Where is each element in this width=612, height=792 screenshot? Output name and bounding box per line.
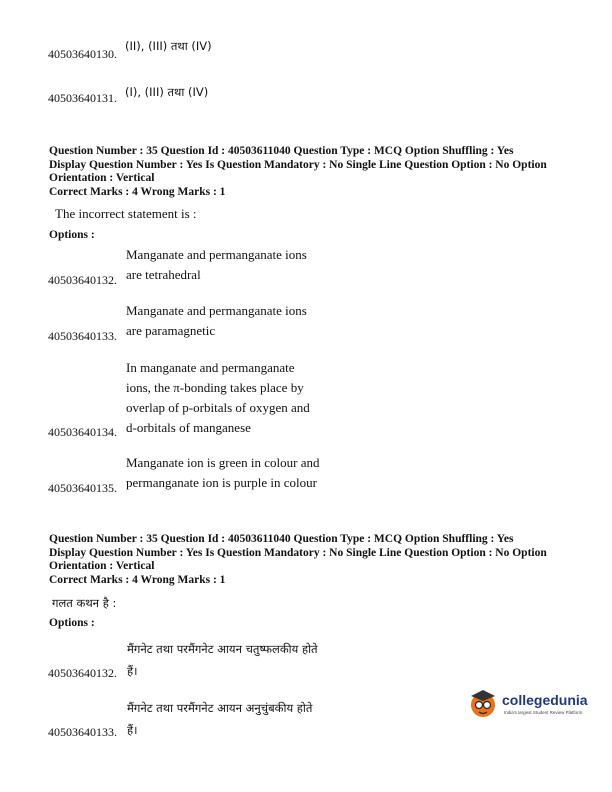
option-text-132-hi	[127, 638, 318, 682]
option-line: permanganate ion is purple in colour	[126, 475, 317, 490]
logo-name: collegedunia	[502, 692, 588, 708]
option-text-133-hi	[127, 697, 312, 741]
question-statement-en: The incorrect statement is :	[55, 206, 197, 221]
question-meta-en	[49, 145, 589, 199]
option-text: (II), (III) तथा (IV)	[125, 39, 212, 53]
option-line: हैं।	[127, 664, 138, 678]
option-id: 40503640130.	[48, 47, 117, 61]
option-line: Manganate ion is green in colour and	[126, 455, 320, 470]
option-line: Manganate and permanganate ions	[126, 247, 307, 262]
meta-line: Orientation : Vertical	[49, 560, 155, 572]
meta-line: Display Question Number : Yes Is Question Mandatory : No Single Line Question Option : No Option	[49, 158, 547, 171]
meta-line: Orientation : Vertical	[49, 172, 155, 184]
option-line: In manganate and permanganate	[126, 360, 295, 375]
options-label-hi: Options :	[49, 617, 95, 629]
option-line: मैंगनेट तथा परमैंगनेट आयन अनुचुंबकीय होते	[127, 701, 313, 715]
option-row-130	[48, 39, 212, 63]
option-line: मैंगनेट तथा परमैंगनेट आयन चतुष्फलकीय होते	[127, 642, 318, 656]
option-text-132-en	[126, 245, 307, 285]
option-id-132-en: 40503640132.	[48, 273, 117, 287]
question-meta-hi	[49, 533, 589, 587]
option-id: 40503640131.	[48, 91, 117, 105]
collegedunia-logo	[468, 688, 588, 722]
option-text-135-en	[126, 453, 320, 493]
option-line: overlap of p-orbitals of oxygen and	[126, 400, 310, 415]
meta-line: Display Question Number : Yes Is Question Mandatory : No Single Line Question Option : No Option	[49, 546, 547, 559]
option-line: Manganate and permanganate ions	[126, 303, 307, 318]
option-line: are tetrahedral	[126, 267, 201, 282]
option-line: are paramagnetic	[126, 323, 216, 338]
meta-line: Correct Marks : 4 Wrong Marks : 1	[49, 185, 226, 198]
options-label-en: Options :	[49, 229, 95, 241]
option-line: ions, the π-bonding takes place by	[126, 380, 304, 395]
logo-tagline: India's largest Student Review Platform	[504, 710, 583, 715]
option-text-133-en	[126, 301, 307, 341]
student-mascot-icon	[468, 688, 498, 720]
option-line: d-orbitals of manganese	[126, 420, 251, 435]
option-id-132-hi: 40503640132.	[48, 666, 117, 680]
meta-line: Question Number : 35 Question Id : 40503611040 Question Type : MCQ Option Shuffling : Yes	[49, 533, 514, 545]
meta-line: Question Number : 35 Question Id : 40503611040 Question Type : MCQ Option Shuffling : Yes	[49, 145, 514, 157]
option-text: (I), (III) तथा (IV)	[125, 85, 209, 99]
option-id-133-en: 40503640133.	[48, 329, 117, 343]
option-id-135-en: 40503640135.	[48, 481, 117, 495]
option-id-134-en: 40503640134.	[48, 425, 117, 439]
question-statement-hi: गलत कथन है :	[52, 596, 117, 610]
option-id-133-hi: 40503640133.	[48, 725, 117, 739]
option-line: हैं।	[127, 723, 138, 737]
meta-line: Correct Marks : 4 Wrong Marks : 1	[49, 573, 226, 586]
option-row-131	[48, 85, 209, 107]
option-text-134-en	[126, 358, 310, 438]
